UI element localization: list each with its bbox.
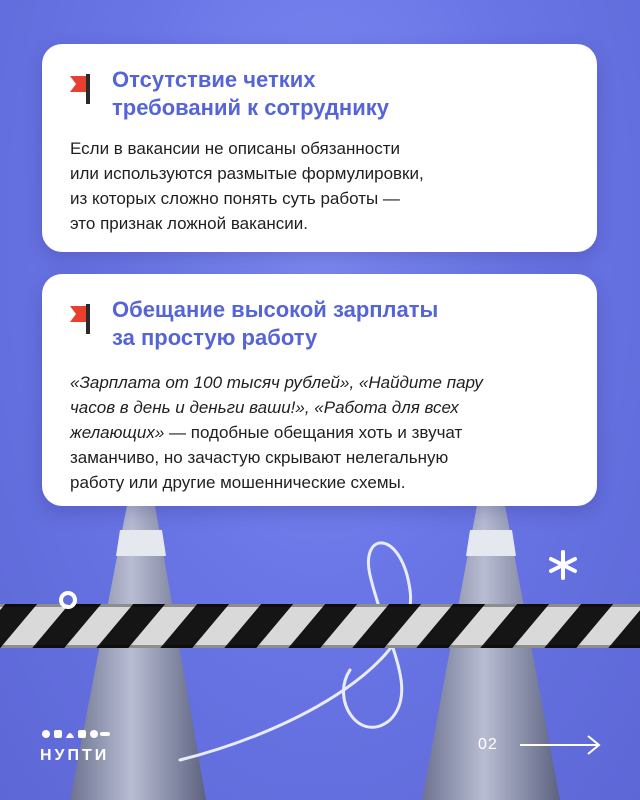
- page-number: 02: [478, 736, 498, 753]
- striped-barrier: [0, 604, 640, 648]
- card-body: «Зарплата от 100 тысяч рублей», «Найдите пару часов в день и деньги ваши!», «Работа для всех желающих» — подобные обещания хоть и звучат заманчиво, но зачастую скрывают нелегальную работу или другие мошеннические схемы.: [70, 373, 483, 492]
- info-card-requirements: [42, 44, 597, 252]
- doodle-line: [180, 543, 411, 760]
- card-title: Обещание высокой зарплаты за простую работу: [112, 297, 439, 350]
- arrow-right-icon[interactable]: [520, 734, 602, 756]
- red-flag-icon: [68, 72, 96, 106]
- info-card-salary: [42, 274, 597, 506]
- red-flag-icon: [68, 302, 96, 336]
- brand-logo: [40, 726, 120, 766]
- svg-text:НУПТИ: НУПТИ: [40, 747, 110, 764]
- card-title: Отсутствие четких требований к сотруднику: [112, 67, 389, 120]
- asterisk-icon: [551, 552, 575, 578]
- card-body: Если в вакансии не описаны обязанности или используются размытые формулировки, из которых сложно понять суть работы — это признак ложной вакансии.: [70, 139, 424, 233]
